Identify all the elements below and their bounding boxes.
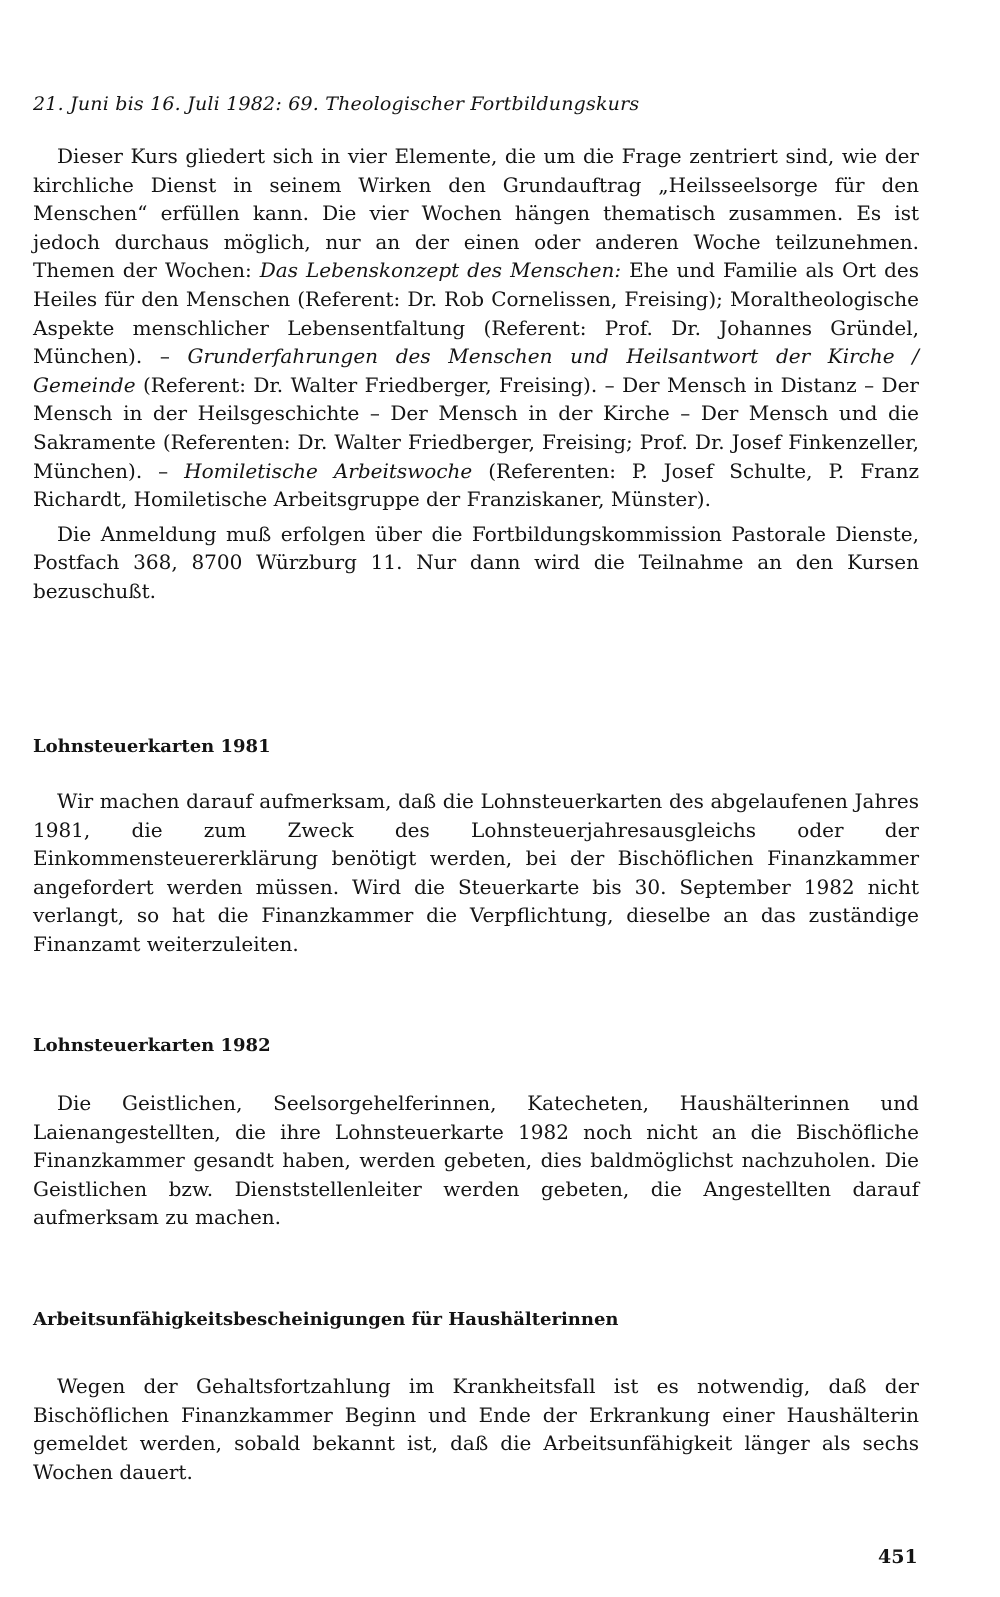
heading-lohnsteuerkarten-1982: Lohnsteuerkarten 1982 — [33, 1035, 271, 1056]
heading-arbeitsunfaehigkeit: Arbeitsunfähigkeitsbescheinigungen für Haushälterinnen — [33, 1309, 619, 1330]
text-lohnsteuerkarten-1981: Wir machen darauf aufmerksam, daß die Lohnsteuerkarten des abgelaufenen Jahres 1981, die zum Zweck des Lohnsteuerjahresausgleichs oder der Einkommensteuererklärung benötigt werden, bei der Bischöflichen Finanzkammer angefordert werden müssen. Wird die Steuerkarte bis 30. September 1982 nicht verlangt, so hat die Finanzkammer die Verpflichtung, dieselbe an das zuständige Finanzamt weiterzuleiten. — [33, 789, 919, 956]
section-1982 — [33, 1089, 919, 1232]
course-description — [33, 142, 919, 514]
course-theme-grunderfahrungen: Grunderfahrungen des Menschen und Heilsantwort der Kirche / Gemeinde — [33, 344, 919, 397]
course-theme-homiletische: Homiletische Arbeitswoche — [184, 458, 473, 483]
course-text-week1: Ehe und Familie als Ort des Heiles für den Menschen (Referent: Dr. Rob Cornelissen, Freising); Moraltheologische Aspekte menschlicher Lebensentfaltung (Referent: Prof. Dr. Johannes Gründel, München). – — [33, 258, 919, 369]
course-title: 21. Juni bis 16. Juli 1982: 69. Theologischer Fortbildungskurs — [33, 93, 640, 115]
section-arbeitsunfaehigkeit — [33, 1372, 919, 1486]
course-text-intro: Dieser Kurs gliedert sich in vier Elemente, die um die Frage zentriert sind, wie der kirchliche Dienst in seinem Wirken den Grundauftrag „Heilsseelsorge für den Menschen“ erfüllen kann. Die vier Wochen hängen thematisch zusammen. Es ist jedoch durchaus möglich, nur an der einen oder anderen Woche teilzunehmen. Themen der Wochen: — [33, 144, 919, 283]
course-section — [33, 142, 919, 606]
page-number: 451 — [878, 1546, 918, 1568]
text-arbeitsunfaehigkeit: Wegen der Gehaltsfortzahlung im Krankheitsfall ist es notwendig, daß der Bischöflichen Finanzkammer Beginn und Ende der Erkrankung einer Haushälterin gemeldet werden, sobald bekannt ist, daß die Arbeitsunfähigkeit länger als sechs Wochen dauert. — [33, 1374, 919, 1484]
heading-lohnsteuerkarten-1981: Lohnsteuerkarten 1981 — [33, 736, 271, 757]
course-registration: Die Anmeldung muß erfolgen über die Fortbildungskommission Pastorale Dienste, Postfach 368, 8700 Würzburg 11. Nur dann wird die Teilnahme an den Kursen bezuschußt. — [33, 521, 919, 603]
text-lohnsteuerkarten-1982: Die Geistlichen, Seelsorgehelferinnen, Katecheten, Haushälterinnen und Laienangestellten, die ihre Lohnsteuerkarte 1982 noch nicht an die Bischöfliche Finanzkammer gesandt haben, werden gebeten, dies baldmöglichst nachzuholen. Die Geistlichen bzw. Dienststellenleiter werden gebeten, die Angestellten darauf aufmerksam zu machen. — [33, 1091, 919, 1230]
course-text-week3: (Referenten: P. Josef Schulte, P. Franz Richardt, Homiletische Arbeitsgruppe der Franziskaner, Münster). — [33, 458, 919, 512]
course-text-week2: (Referent: Dr. Walter Friedberger, Freising). – Der Mensch in Distanz – Der Mensch in der Heilsgeschichte – Der Mensch in der Kirche – Der Mensch und die Sakramente (Referenten: Dr. Walter Friedberger, Freising; Prof. Dr. Josef Finkenzeller, München). – — [33, 372, 919, 483]
course-theme-lebenskonzept: Das Lebenskonzept des Menschen: — [259, 258, 622, 283]
section-1981 — [33, 787, 919, 959]
